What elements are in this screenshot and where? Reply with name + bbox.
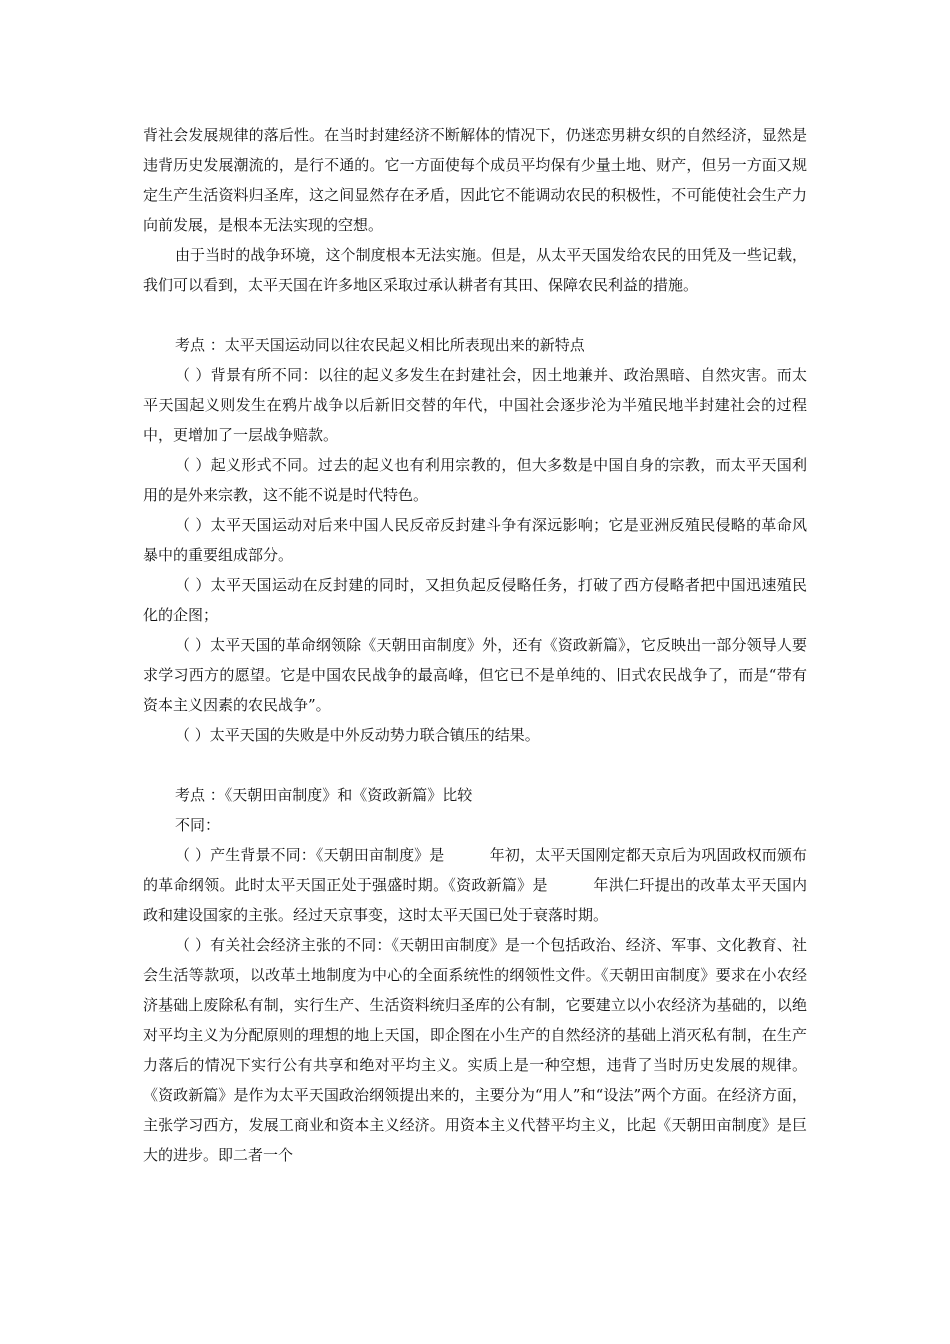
paragraph-9: 不同：: [175, 816, 221, 834]
paragraph-8: （ ）太平天国的失败是中外反动势力联合镇压的结果。: [175, 726, 540, 744]
paragraph-3: （ ）背景有所不同：以往的起义多发生在封建社会，因土地兼并、政治黑暗、自然灾害。而太平天国起义则发生在鸦片战争以后新旧交替的年代，中国社会逐步沦为半殖民地半封建社会的过程中，更增加了一层战争赔款。: [143, 366, 807, 444]
document-page: [143, 120, 807, 1170]
paragraph-1: 背社会发展规律的落后性。在当时封建经济不断解体的情况下，仍迷恋男耕女织的自然经济，显然是违背历史发展潮流的，是行不通的。它一方面使每个成员平均保有少量土地、财产，但另一方面又规定生产生活资料归圣库，这之间显然存在矛盾，因此它不能调动农民的积极性，不可能使社会生产力向前发展，是根本无法实现的空想。: [143, 126, 807, 234]
section-gap: [143, 300, 807, 330]
paragraph-2: 由于当时的战争环境，这个制度根本无法实施。但是，从太平天国发给农民的田凭及一些记载，我们可以看到，太平天国在许多地区采取过承认耕者有其田、保障农民利益的措施。: [143, 246, 807, 294]
paragraph-5: （ ）太平天国运动对后来中国人民反帝反封建斗争有深远影响；它是亚洲反殖民侵略的革命风暴中的重要组成部分。: [143, 516, 807, 564]
paragraph-7: （ ）太平天国的革命纲领除《天朝田亩制度》外，还有《资政新篇》，它反映出一部分领导人要求学习西方的愿望。它是中国农民战争的最高峰，但它已不是单纯的、旧式农民战争了，而是“带有资本主义因素的农民战争”。: [143, 636, 807, 714]
section-heading-2: 考点 ：《天朝田亩制度》和《资政新篇》比较: [175, 786, 473, 804]
paragraph-6: （ ）太平天国运动在反封建的同时，又担负起反侵略任务，打破了西方侵略者把中国迅速殖民化的企图；: [143, 576, 807, 624]
paragraph-4: （ ）起义形式不同。过去的起义也有利用宗教的，但大多数是中国自身的宗教，而太平天国利用的是外来宗教，这不能不说是时代特色。: [143, 456, 807, 504]
paragraph-11: （ ）有关社会经济主张的不同：《天朝田亩制度》是一个包括政治、经济、军事、文化教育、社会生活等款项，以改革土地制度为中心的全面系统性的纲领性文件。《天朝田亩制度》要求在小农经济基础上废除私有制，实行生产、生活资料统归圣库的公有制，它要建立以小农经济为基础的，以绝对平均主义为分配原则的理想的地上天国，即企图在小生产的自然经济的基础上消灭私有制，在生产力落后的情况下实行公有共享和绝对平均主义。实质上是一种空想，违背了当时历史发展的规律。《资政新篇》是作为太平天国政治纲领提出来的，主要分为“用人”和“设法”两个方面。在经济方面，主张学习西方，发展工商业和资本主义经济。用资本主义代替平均主义，比起《天朝田亩制度》是巨大的进步。即二者一个: [143, 936, 807, 1164]
section-gap: [143, 750, 807, 780]
section-heading-1: 考点 ：太平天国运动同以往农民起义相比所表现出来的新特点: [175, 336, 585, 354]
paragraph-10: （ ）产生背景不同：《天朝田亩制度》是 年初，太平天国刚定都天京后为巩固政权而颁布的革命纲领。此时太平天国正处于强盛时期。《资政新篇》是 年洪仁玕提出的改革太平天国内政和建设国家的主张。经过天京事变，这时太平天国已处于衰落时期。: [143, 846, 807, 924]
